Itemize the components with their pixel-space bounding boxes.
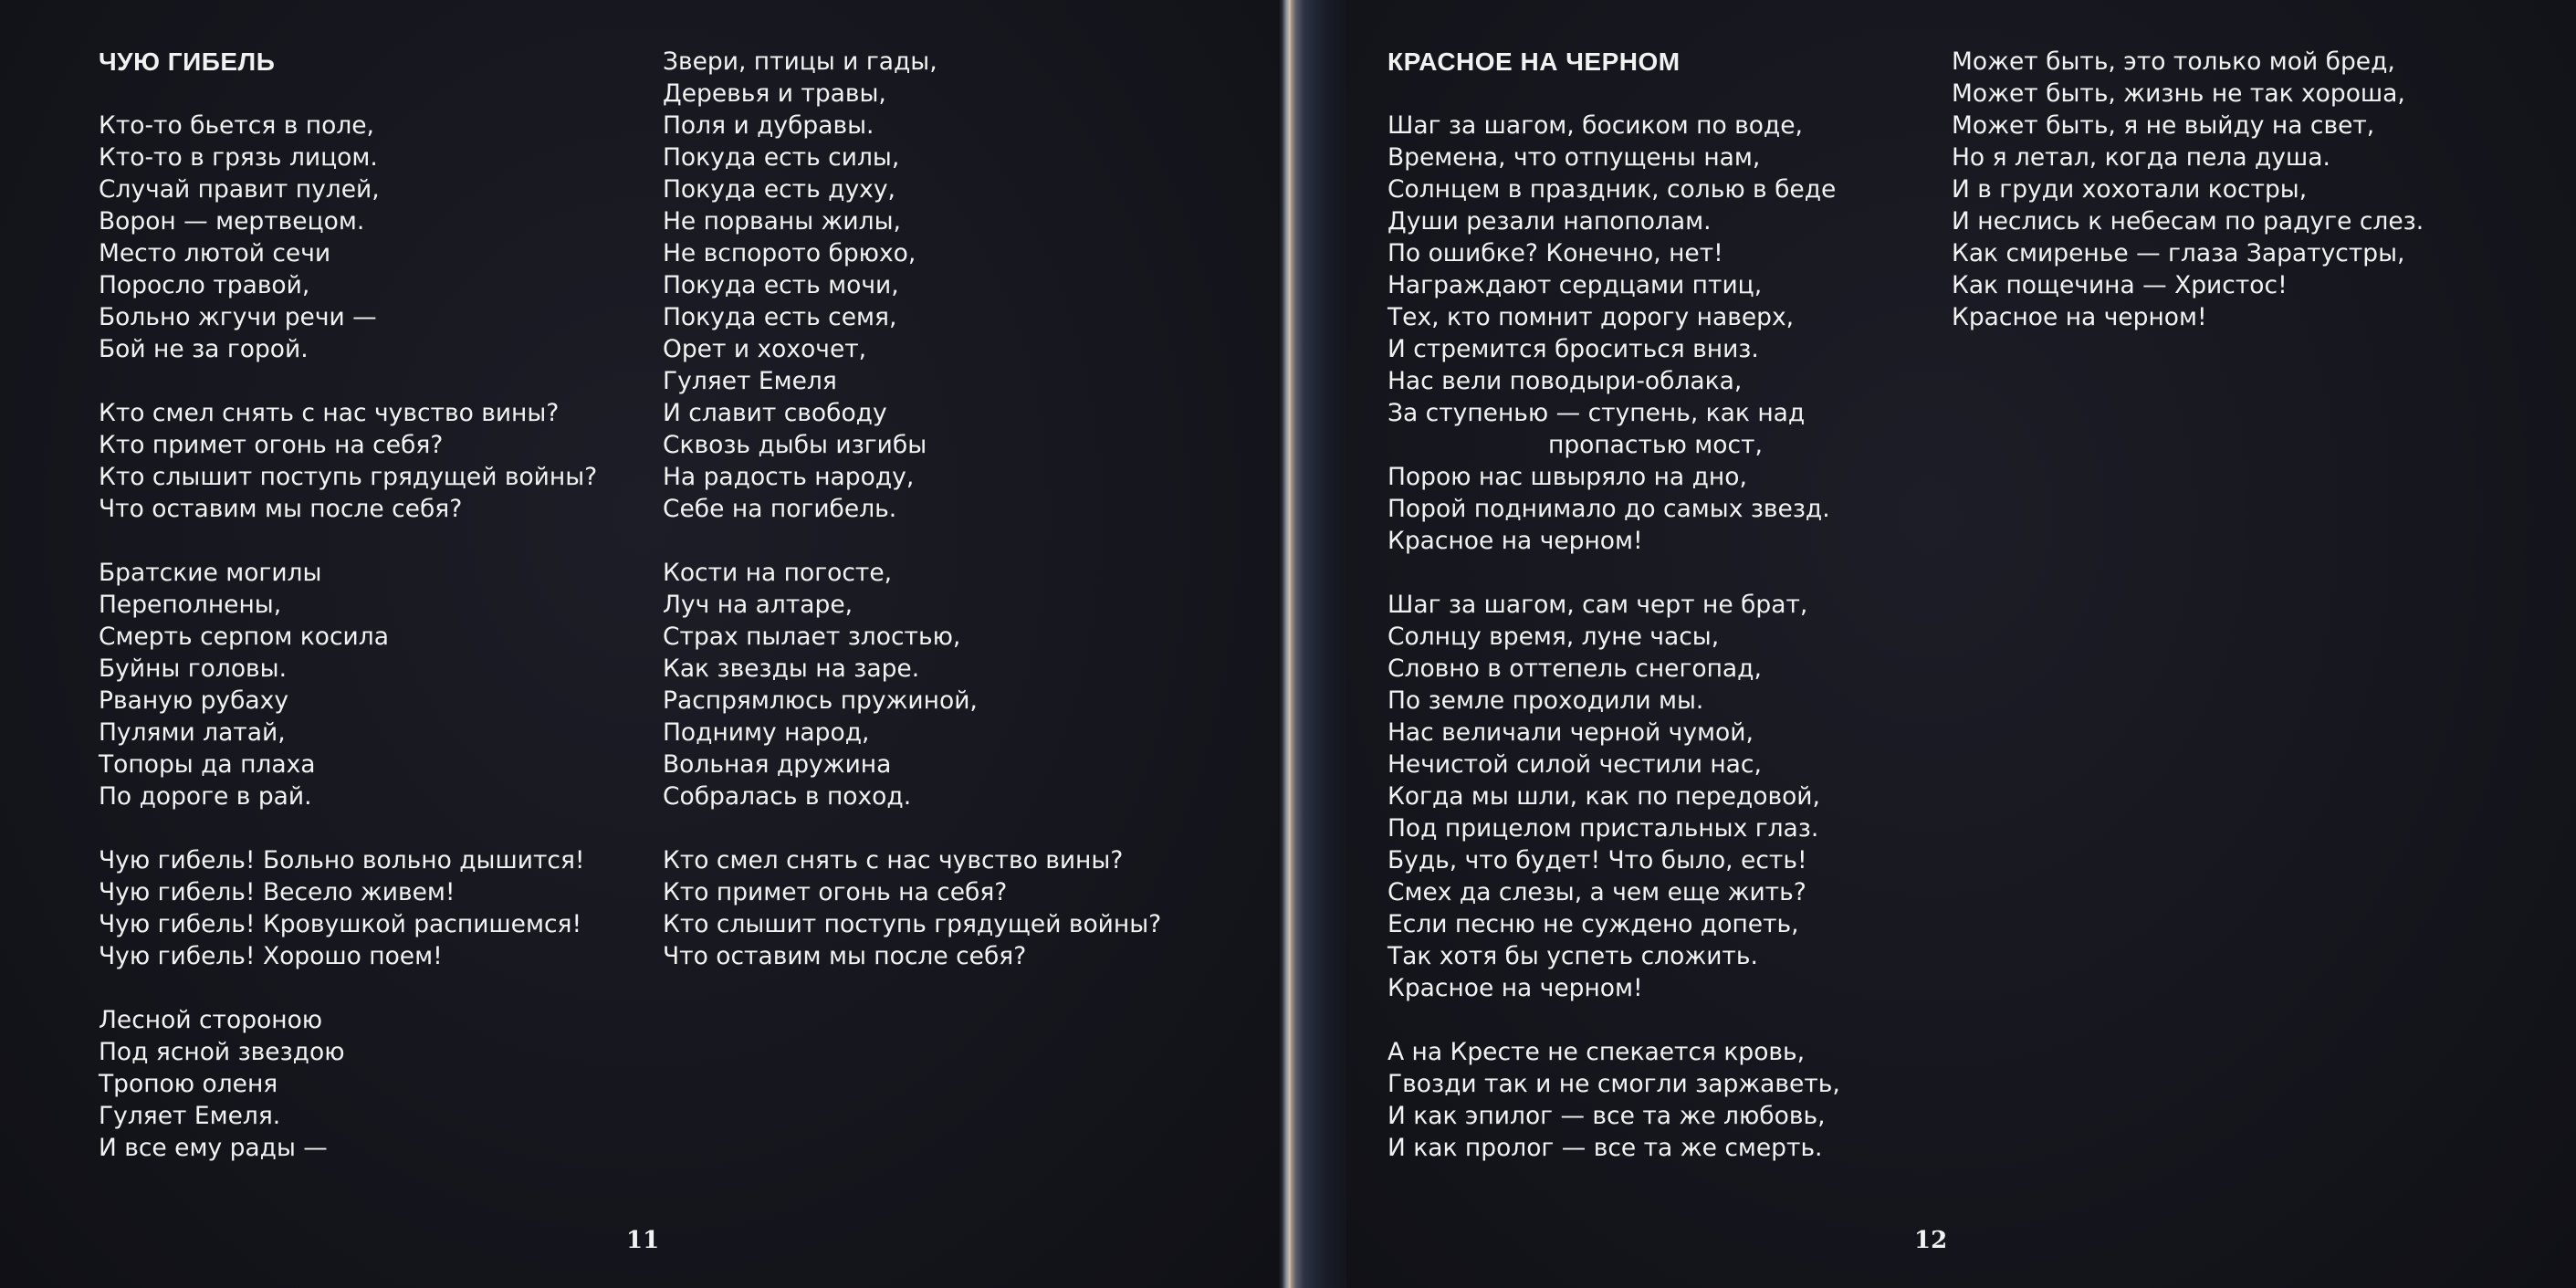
lyric-line: Сквозь дыбы изгибы bbox=[663, 431, 927, 459]
lyric-line: Может быть, это только мой бред, bbox=[1952, 47, 2395, 76]
lyric-line: Собралась в поход. bbox=[663, 782, 912, 811]
page-number: 11 bbox=[626, 1227, 660, 1254]
lyric-line: Красное на черном! bbox=[1387, 527, 1643, 555]
lyric-line: Покуда есть духу, bbox=[663, 175, 895, 204]
lyric-line: Красное на черном! bbox=[1952, 303, 2207, 331]
lyric-line: Души резали напополам. bbox=[1387, 207, 1712, 236]
lyric-line: Когда мы шли, как по передовой, bbox=[1387, 782, 1820, 811]
lyric-line: На радость народу, bbox=[663, 463, 915, 491]
lyric-line: Под прицелом пристальных глаз. bbox=[1387, 814, 1819, 843]
book-spine-fold bbox=[1278, 0, 1346, 1288]
lyric-line: А на Кресте не спекается кровь, bbox=[1387, 1038, 1806, 1066]
lyric-line: Кто-то в грязь лицом. bbox=[99, 143, 378, 172]
lyric-line: Так хотя бы успеть сложить. bbox=[1387, 942, 1758, 970]
lyric-line: Кто слышит поступь грядущей войны? bbox=[663, 910, 1162, 938]
lyric-line: Тех, кто помнит дорогу наверх, bbox=[1387, 303, 1795, 331]
lyric-line: Чую гибель! Больно вольно дышится! bbox=[99, 846, 585, 874]
lyrics-lines bbox=[663, 46, 1161, 972]
lyric-line: Кто смел снять с нас чувство вины? bbox=[663, 846, 1124, 874]
lyric-line: Случай правит пулей, bbox=[99, 175, 380, 204]
lyric-line: Покуда есть семя, bbox=[663, 303, 897, 331]
lyric-line: Смерть серпом косила bbox=[99, 623, 389, 651]
lyric-line: Подниму народ, bbox=[663, 718, 870, 747]
lyric-line: Кто примет огонь на себя? bbox=[99, 431, 444, 459]
lyric-line: Солнцем в праздник, солью в беде bbox=[1387, 175, 1837, 204]
lyric-line: По земле проходили мы. bbox=[1387, 686, 1704, 715]
lyric-line: Покуда есть мочи, bbox=[663, 271, 899, 299]
lyric-line: Луч на алтаре, bbox=[663, 591, 853, 619]
lyric-line: И стремится броситься вниз. bbox=[1387, 335, 1759, 363]
stanza-break bbox=[1387, 1004, 1840, 1036]
lyric-line: Топоры да плаха bbox=[99, 750, 316, 779]
lyric-line: Нечистой силой честили нас, bbox=[1387, 750, 1762, 779]
stanza-break bbox=[99, 525, 597, 557]
lyric-line: Кто смел снять с нас чувство вины? bbox=[99, 399, 560, 427]
lyric-line: Если песню не суждено допеть, bbox=[1387, 910, 1799, 938]
lyric-line: Чую гибель! Весело живем! bbox=[99, 878, 456, 906]
lyrics-lines bbox=[1952, 46, 2424, 333]
lyric-line: Бой не за горой. bbox=[99, 335, 309, 363]
lyric-line: Времена, что отпущены нам, bbox=[1387, 143, 1761, 172]
lyric-line: Гуляет Емеля bbox=[663, 367, 837, 395]
lyric-line: Рваную рубаху bbox=[99, 686, 289, 715]
lyric-line: Братские могилы bbox=[99, 559, 322, 587]
lyric-line: Смех да слезы, а чем еще жить? bbox=[1387, 878, 1806, 906]
lyric-line: Шаг за шагом, сам черт не брат, bbox=[1387, 591, 1808, 619]
lyric-line: Награждают сердцами птиц, bbox=[1387, 271, 1763, 299]
lyric-line: Что оставим мы после себя? bbox=[99, 495, 463, 523]
lyric-line: Порою нас швыряло на дно, bbox=[1387, 463, 1747, 491]
lyric-line: Место лютой сечи bbox=[99, 239, 331, 267]
lyric-line: За ступенью — ступень, как над bbox=[1387, 399, 1806, 427]
lyric-line: Будь, что будет! Что было, есть! bbox=[1387, 846, 1807, 874]
lyric-line: Лесной стороною bbox=[99, 1006, 323, 1034]
lyric-line: Нас вели поводыри-облака, bbox=[1387, 367, 1743, 395]
lyric-line: Себе на погибель. bbox=[663, 495, 897, 523]
lyric-line: Как смиренье — глаза Заратустры, bbox=[1952, 239, 2405, 267]
lyric-line: По дороге в рай. bbox=[99, 782, 312, 811]
lyric-line: Деревья и травы, bbox=[663, 79, 886, 108]
stanza-break bbox=[1387, 557, 1840, 589]
lyric-line: Словно в оттепель снегопад, bbox=[1387, 654, 1762, 683]
lyric-line: Нас величали черной чумой, bbox=[1387, 718, 1754, 747]
lyric-line: Солнцу время, луне часы, bbox=[1387, 623, 1720, 651]
lyric-line: И в груди хохотали костры, bbox=[1952, 175, 2308, 204]
lyric-line: Чую гибель! Хорошо поем! bbox=[99, 942, 443, 970]
lyric-line: Кто примет огонь на себя? bbox=[663, 878, 1008, 906]
left-page bbox=[0, 0, 1285, 1288]
lyrics-lines bbox=[1387, 110, 1840, 1164]
lyric-line: Чую гибель! Кровушкой распишемся! bbox=[99, 910, 582, 938]
lyric-line: Больно жгучи речи — bbox=[99, 303, 377, 331]
lyric-line: Кто слышит поступь грядущей войны? bbox=[99, 463, 598, 491]
lyric-line: Может быть, я не выйду на свет, bbox=[1952, 111, 2375, 140]
right-column-1 bbox=[1387, 46, 1840, 1164]
lyric-line: Что оставим мы после себя? bbox=[663, 942, 1027, 970]
lyric-line: пропастью мост, bbox=[1548, 431, 1763, 459]
stanza-break bbox=[99, 812, 597, 844]
lyric-line: И все ему рады — bbox=[99, 1134, 328, 1162]
lyric-line: Звери, птицы и гады, bbox=[663, 47, 937, 76]
lyric-line: Тропою оленя bbox=[99, 1070, 278, 1098]
lyric-line: Буйны головы. bbox=[99, 654, 288, 683]
lyric-line: Не вспорото брюхо, bbox=[663, 239, 916, 267]
lyric-line: Порой поднимало до самых звезд. bbox=[1387, 495, 1830, 523]
lyric-line: Гуляет Емеля. bbox=[99, 1102, 281, 1130]
lyric-line: Вольная дружина bbox=[663, 750, 892, 779]
stanza-break bbox=[99, 365, 597, 397]
lyric-line: Поля и дубравы. bbox=[663, 111, 874, 140]
lyric-line: Покуда есть силы, bbox=[663, 143, 900, 172]
lyric-line: И славит свободу bbox=[663, 399, 887, 427]
lyric-line: Под ясной звездою bbox=[99, 1038, 345, 1066]
right-column-2 bbox=[1952, 46, 2424, 333]
lyric-line: Шаг за шагом, босиком по воде, bbox=[1387, 111, 1803, 140]
lyric-line: Красное на черном! bbox=[1387, 974, 1643, 1002]
left-column-1 bbox=[99, 46, 597, 1164]
lyric-line: Как пощечина — Христос! bbox=[1952, 271, 2288, 299]
lyric-line: Поросло травой, bbox=[99, 271, 310, 299]
lyric-line: Орет и хохочет, bbox=[663, 335, 867, 363]
song-title: ЧУЮ ГИБЕЛЬ bbox=[99, 47, 276, 76]
stanza-break bbox=[99, 972, 597, 1004]
lyric-line: Страх пылает злостью, bbox=[663, 623, 961, 651]
lyric-line: Кости на погосте, bbox=[663, 559, 893, 587]
lyric-line: Распрямлюсь пружиной, bbox=[663, 686, 978, 715]
lyric-line: Как звезды на заре. bbox=[663, 654, 920, 683]
song-title: КРАСНОЕ НА ЧЕРНОМ bbox=[1387, 47, 1681, 76]
lyric-line: Ворон — мертвецом. bbox=[99, 207, 365, 236]
lyric-line: По ошибке? Конечно, нет! bbox=[1387, 239, 1723, 267]
lyric-line: Не порваны жилы, bbox=[663, 207, 901, 236]
lyric-line: Гвозди так и не смогли заржаветь, bbox=[1387, 1070, 1840, 1098]
stanza-break bbox=[663, 525, 1161, 557]
right-page bbox=[1285, 0, 2576, 1288]
lyrics-lines bbox=[99, 110, 597, 1164]
lyric-line: Пулями латай, bbox=[99, 718, 286, 747]
lyric-line: Может быть, жизнь не так хороша, bbox=[1952, 79, 2405, 108]
lyric-line: И неслись к небесам по радуге слез. bbox=[1952, 207, 2424, 236]
left-column-2 bbox=[663, 46, 1161, 972]
page-number: 12 bbox=[1914, 1227, 1948, 1254]
lyric-line: Кто-то бьется в поле, bbox=[99, 111, 374, 140]
stanza-break bbox=[663, 812, 1161, 844]
lyric-line: И как пролог — все та же смерть. bbox=[1387, 1134, 1823, 1162]
lyric-line: Переполнены, bbox=[99, 591, 282, 619]
lyric-line: Но я летал, когда пела душа. bbox=[1952, 143, 2330, 172]
lyric-line: И как эпилог — все та же любовь, bbox=[1387, 1102, 1826, 1130]
